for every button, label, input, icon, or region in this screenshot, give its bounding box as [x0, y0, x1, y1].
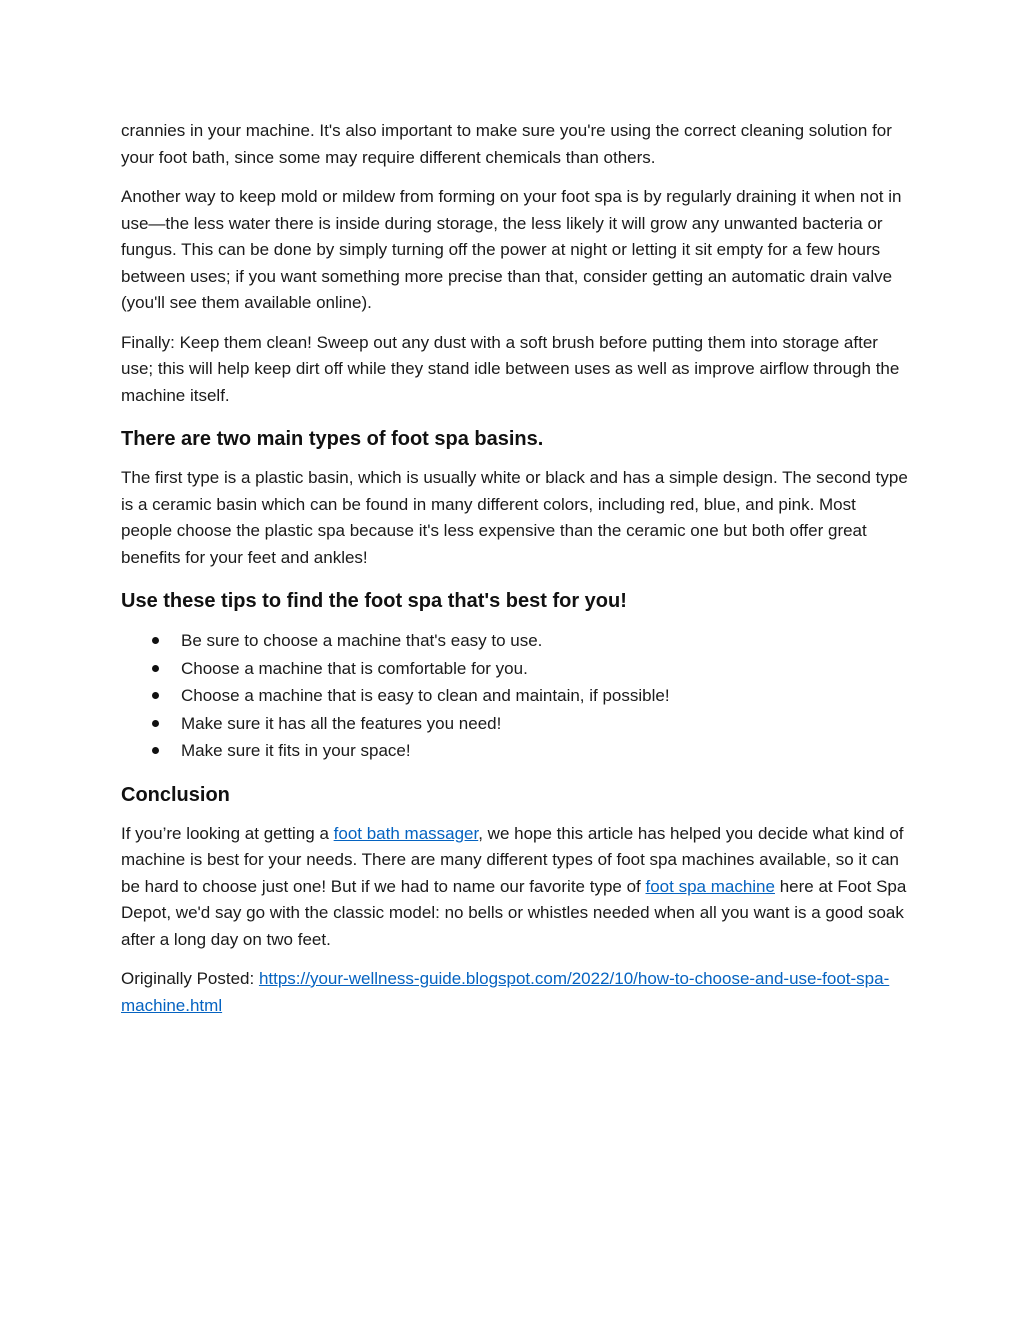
- conclusion-text-2: , we hope this article has helped you decide what kind of machine is best for your needs. There are many different types of foot spa machines available, so it can be hard to choose just one! But if we had to name our favorite type of: [121, 823, 904, 896]
- heading-basin-types: There are two main types of foot spa basins.: [121, 428, 544, 450]
- paragraph-conclusion: [121, 821, 911, 954]
- heading-conclusion: Conclusion: [121, 783, 230, 806]
- paragraph-cleaning-solution: crannies in your machine. It's also important to make sure you're using the correct cleaning solution for your foot bath, since some may require different chemicals than others.: [121, 121, 892, 167]
- conclusion-text-3: here at Foot Spa Depot, we'd say go with the classic model: no bells or whistles needed when all you want is a good soak after a long day on two feet.: [121, 876, 907, 949]
- paragraph-basin-types: The first type is a plastic basin, which is usually white or black and has a simple design. The second type is a ceramic basin which can be found in many different colors, including red, blue, and pink. Most people choose the plastic spa because it's less expensive than the ceramic one but both offer great benefits for your feet and ankles!: [121, 468, 908, 567]
- bullet-icon: [152, 665, 159, 672]
- list-item-text: Choose a machine that is easy to clean and maintain, if possible!: [181, 686, 670, 705]
- bullet-icon: [152, 720, 159, 727]
- foot-bath-massager-link[interactable]: foot bath massager: [333, 823, 479, 843]
- bullet-icon: [152, 637, 159, 644]
- list-item: [121, 710, 911, 738]
- list-item-text: Make sure it has all the features you need!: [181, 713, 502, 733]
- tips-list: [121, 627, 911, 765]
- list-item: [121, 682, 911, 710]
- bullet-icon: [152, 692, 159, 699]
- original-post-link[interactable]: https://your-wellness-guide.blogspot.com/2022/10/how-to-choose-and-use-foot-spa-machine.html: [121, 969, 890, 1015]
- heading-tips: Use these tips to find the foot spa that's best for you!: [121, 590, 627, 612]
- list-item: [121, 737, 911, 765]
- paragraph-keep-clean: Finally: Keep them clean! Sweep out any dust with a soft brush before putting them into storage after use; this will help keep dirt off while they stand idle between uses as well as improve airflow through the machine itself.: [121, 332, 900, 405]
- list-item-text: Make sure it fits in your space!: [181, 741, 411, 760]
- paragraph-originally-posted: [121, 966, 911, 1019]
- bullet-icon: [152, 747, 159, 754]
- document-page: [121, 118, 911, 1032]
- list-item-text: Be sure to choose a machine that's easy to use.: [181, 631, 543, 650]
- foot-spa-machine-link[interactable]: foot spa machine: [645, 876, 775, 896]
- paragraph-draining: Another way to keep mold or mildew from forming on your foot spa is by regularly draining it when not in use—the less water there is inside during storage, the less likely it will grow any unwanted bacteria or fungus. This can be done by simply turning off the power at night or letting it sit empty for a few hours between uses; if you want something more precise than that, consider getting an automatic drain valve (you'll see them available online).: [121, 187, 902, 312]
- conclusion-text-1: If you’re looking at getting a: [121, 823, 334, 843]
- list-item-text: Choose a machine that is comfortable for you.: [181, 658, 528, 678]
- list-item: [121, 655, 911, 683]
- list-item: [121, 627, 911, 655]
- originally-posted-label: Originally Posted:: [121, 969, 259, 988]
